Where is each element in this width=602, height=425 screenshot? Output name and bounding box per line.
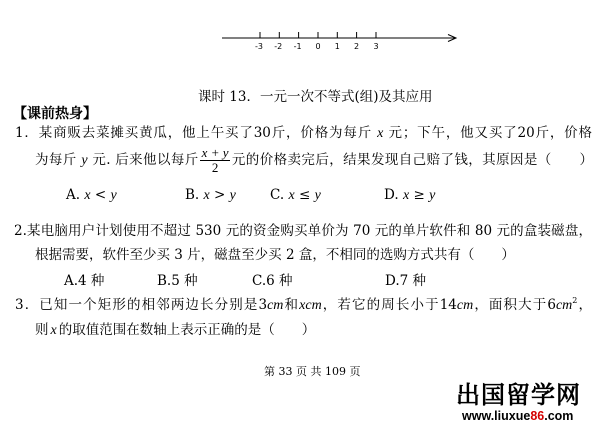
number-line-tick-label: 1 xyxy=(334,42,340,51)
page-number-footer: 第 33 页 共 109 页 xyxy=(264,365,361,378)
math-unit: cm xyxy=(555,298,573,313)
math-operator: < xyxy=(90,187,111,203)
question-text: 的取值范围在数轴上表示正确的是（ ） xyxy=(58,322,316,338)
watermark-url-number: 86 xyxy=(530,409,545,423)
question-text: 3．已知一个矩形的相邻两边长分别是3 xyxy=(15,297,268,313)
question-text: ，面积大于6 xyxy=(473,297,556,313)
math-variable: y xyxy=(229,188,236,203)
number-line xyxy=(0,0,602,56)
question-text: 和 xyxy=(283,297,300,313)
choice-option-d: D.7 种 xyxy=(385,273,427,289)
choice-option-b: B.5 种 xyxy=(157,273,198,289)
math-variable: x xyxy=(377,126,384,141)
math-variable: y xyxy=(314,188,321,203)
question-2-line-1 xyxy=(14,222,592,240)
fraction xyxy=(200,146,231,175)
number-line-tick-label: -1 xyxy=(293,42,302,51)
math-unit: cm xyxy=(267,298,284,313)
choice-option-c: C.6 种 xyxy=(252,273,293,289)
math-operator: > xyxy=(209,187,230,203)
question-text: ，若它的周长小于14 xyxy=(321,297,457,313)
math-variable: y xyxy=(429,188,436,203)
question-text: 则 xyxy=(35,322,49,338)
question-3-line-1 xyxy=(15,296,592,315)
fraction-denominator: 2 xyxy=(211,160,219,175)
math-variable: xcm xyxy=(299,298,322,313)
math-variable: x xyxy=(288,188,295,203)
watermark-url-suffix: .com xyxy=(544,409,574,423)
question-3-line-2 xyxy=(35,321,315,340)
section-heading: 【课前热身】 xyxy=(13,106,97,122)
math-unit: cm xyxy=(456,298,474,313)
watermark-site-name: 出国留学网 xyxy=(456,381,581,409)
fraction-numerator: x + y xyxy=(201,145,229,160)
choice-label: D. xyxy=(384,187,403,203)
math-exponent: 2 xyxy=(572,296,578,305)
math-variable: x xyxy=(84,188,91,203)
number-line-tick-label: 0 xyxy=(315,42,321,51)
question-2-line-2: 根据需要，软件至少买 3 片，磁盘至少买 2 盒，不相同的选购方式共有（ ） xyxy=(35,247,515,263)
math-operator: ≤ xyxy=(294,187,315,203)
math-operator: ≥ xyxy=(409,187,430,203)
question-text: ， xyxy=(577,297,593,313)
number-line-tick-label: 3 xyxy=(373,42,379,51)
question-text: 为每斤 xyxy=(35,152,82,168)
watermark-url xyxy=(462,409,573,423)
choice-label: C. xyxy=(270,187,289,203)
number-line-tick-label: -2 xyxy=(274,42,283,51)
math-variable: y xyxy=(81,153,88,168)
watermark-url-prefix: www.liuxue xyxy=(462,409,531,423)
question-text: 元；下午，他又买了20斤，价格 xyxy=(383,125,592,141)
choice-option-a: A.4 种 xyxy=(64,273,105,289)
number-line-tick-label: -3 xyxy=(255,42,263,51)
choice-option-b xyxy=(185,186,236,205)
question-1-line-1 xyxy=(15,124,592,143)
question-text: 元. 后来他以每斤 xyxy=(87,152,199,168)
choice-option-d xyxy=(384,186,435,205)
math-variable: x xyxy=(50,323,57,338)
choice-option-a xyxy=(66,186,117,205)
lesson-title: 课时 13．一元一次不等式(组)及其应用 xyxy=(198,89,433,105)
question-text: 1．某商贩去菜摊买黄瓜，他上午买了30斤，价格为每斤 xyxy=(15,125,378,141)
question-text: 2.某电脑用户计划使用不超过 530 元的资金购买单价为 70 元的单片软件和 80 元的盒装磁盘， xyxy=(14,223,592,239)
number-line-tick-label: 2 xyxy=(354,42,360,51)
math-variable: x xyxy=(203,188,210,203)
math-variable: y xyxy=(110,188,117,203)
question-1-line-2 xyxy=(35,145,593,176)
choice-label: A. xyxy=(66,187,85,203)
choice-option-c xyxy=(270,186,321,205)
choice-label: B. xyxy=(185,187,204,203)
math-variable: x xyxy=(402,188,410,203)
question-text: 元的价格卖完后，结果发现自己赔了钱，其原因是（ ） xyxy=(231,152,594,168)
